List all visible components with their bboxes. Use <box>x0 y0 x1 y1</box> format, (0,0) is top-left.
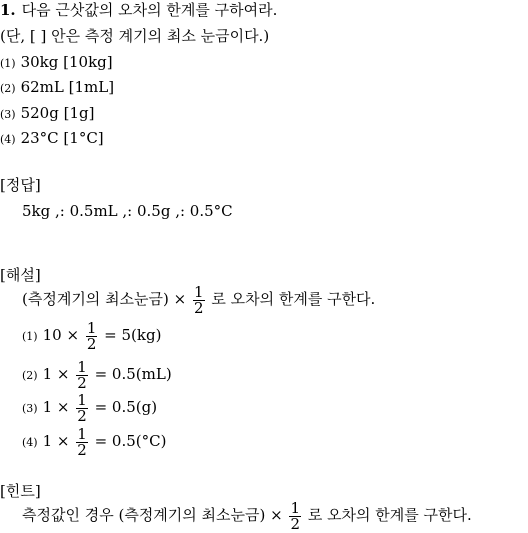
hint-text-before: 측정값인 경우 (측정계기의 최소눈금) × <box>22 506 283 524</box>
item-text: 23°C [1°C] <box>20 129 104 147</box>
step-number: (1) <box>22 330 38 343</box>
step-fraction <box>86 318 98 353</box>
problem-item <box>0 53 113 73</box>
explanation-step <box>22 424 166 460</box>
fraction-numerator: 1 <box>194 282 204 301</box>
explanation-step <box>22 318 161 354</box>
step-fraction <box>76 424 88 459</box>
step-fraction <box>76 357 88 392</box>
step-rhs: = 0.5(mL) <box>94 365 172 383</box>
hint-heading: [힌트] <box>0 482 41 500</box>
problem-note: (단, [ ] 안은 측정 계기의 최소 눈금이다.) <box>0 27 270 45</box>
fraction-numerator: 1 <box>86 318 97 337</box>
fraction-denominator: 2 <box>77 373 87 392</box>
problem-title <box>0 1 277 19</box>
fraction-numerator: 1 <box>77 390 87 409</box>
item-text: 520g [1g] <box>20 104 95 122</box>
step-rhs: = 5(kg) <box>104 326 162 344</box>
explanation-heading: [해설] <box>0 266 41 284</box>
hint-text <box>22 498 472 532</box>
step-rhs: = 0.5(°C) <box>94 432 167 450</box>
problem-text: 다음 근삿값의 오차의 한계를 구하여라. <box>21 1 278 19</box>
item-text: 62mL [1mL] <box>20 78 115 96</box>
half-fraction <box>193 282 205 317</box>
intro-text-after: 로 오차의 한계를 구한다. <box>211 290 376 308</box>
step-number: (4) <box>22 436 38 449</box>
problem-item <box>0 78 114 98</box>
hint-fraction <box>289 498 301 533</box>
fraction-numerator: 1 <box>77 424 87 443</box>
problem-item <box>0 129 104 149</box>
fraction-denominator: 2 <box>290 514 301 533</box>
fraction-denominator: 2 <box>77 406 87 425</box>
step-lhs: 1 × <box>42 432 70 450</box>
hint-text-after: 로 오차의 한계를 구한다. <box>307 506 472 524</box>
item-number: (2) <box>0 82 16 95</box>
fraction-denominator: 2 <box>77 440 87 459</box>
item-number: (1) <box>0 57 16 70</box>
fraction-numerator: 1 <box>290 498 301 517</box>
answer-text: 5kg ,: 0.5mL ,: 0.5g ,: 0.5°C <box>22 202 233 220</box>
fraction-denominator: 2 <box>86 334 97 353</box>
item-text: 30kg [10kg] <box>20 53 113 71</box>
item-number: (4) <box>0 133 16 146</box>
explanation-intro <box>22 282 375 316</box>
step-lhs: 1 × <box>42 398 70 416</box>
item-number: (3) <box>0 108 16 121</box>
step-lhs: 10 × <box>42 326 80 344</box>
step-rhs: = 0.5(g) <box>94 398 158 416</box>
answer-heading: [정답] <box>0 176 41 194</box>
fraction-numerator: 1 <box>77 357 87 376</box>
explanation-step <box>22 390 157 426</box>
problem-item <box>0 104 94 124</box>
intro-text: (측정계기의 최소눈금) × <box>22 290 187 308</box>
fraction-denominator: 2 <box>194 298 204 317</box>
step-fraction <box>76 390 88 425</box>
problem-number: 1. <box>0 1 16 19</box>
step-number: (2) <box>22 369 38 382</box>
step-number: (3) <box>22 402 38 415</box>
explanation-step <box>22 357 172 393</box>
step-lhs: 1 × <box>42 365 70 383</box>
